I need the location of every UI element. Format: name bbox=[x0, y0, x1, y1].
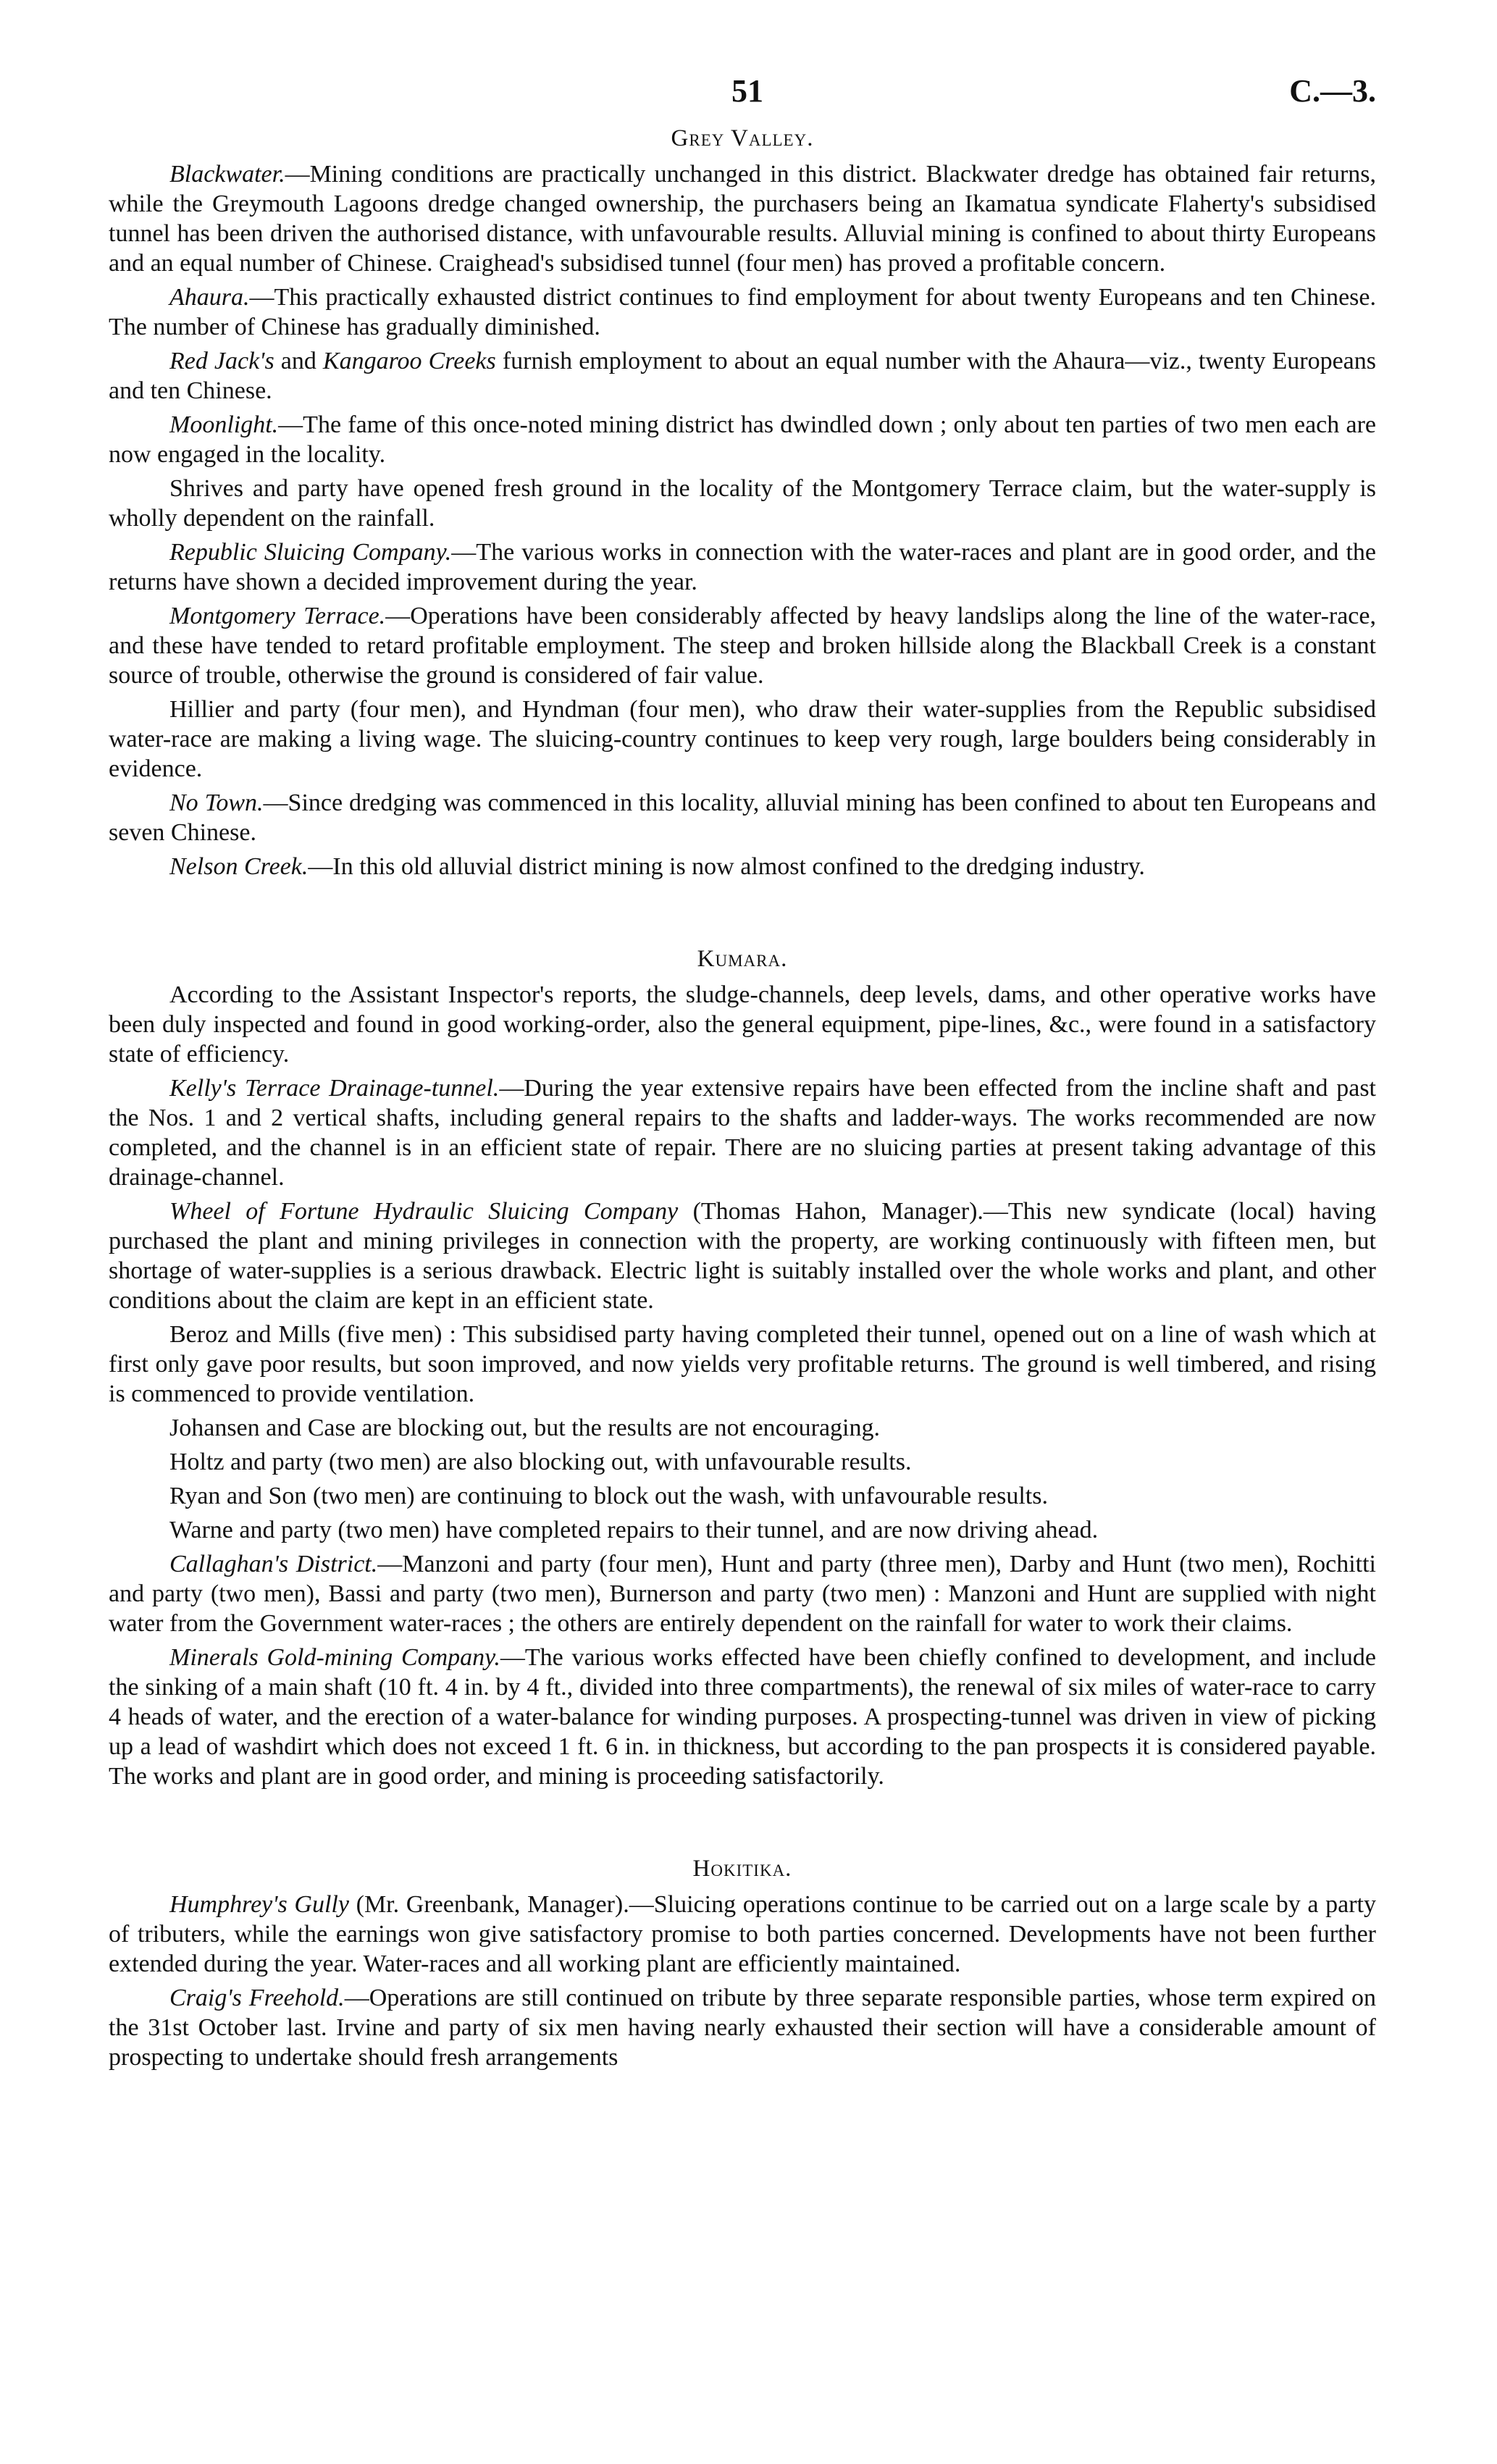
paragraph bbox=[109, 601, 1376, 690]
paragraph bbox=[109, 980, 1376, 1069]
paragraph-text: Hillier and party (four men), and Hyndman (four men), who draw their water-supplies from the Republic subsidised water-race are making a living wage. The sluicing-country continues to keep very rough, large boulders being considerably in evidence. bbox=[109, 696, 1376, 782]
paragraph bbox=[109, 1643, 1376, 1791]
page-header bbox=[109, 72, 1376, 123]
paragraph bbox=[109, 1515, 1376, 1545]
paragraph-title: Red Jack's bbox=[169, 348, 274, 374]
paragraph-title: Republic Sluicing Company. bbox=[169, 539, 452, 566]
paragraph-text: Johansen and Case are blocking out, but the results are not encouraging. bbox=[169, 1415, 881, 1441]
paragraph bbox=[109, 1447, 1376, 1477]
paragraph-title: Moonlight. bbox=[169, 411, 279, 438]
paragraph bbox=[109, 159, 1376, 278]
paragraph-text: Ryan and Son (two men) are continuing to block out the wash, with unfavourable results. bbox=[169, 1483, 1048, 1509]
paragraph-text: —The fame of this once-noted mining district has dwindled down ; only about ten parties of two men each are now engaged in the locality. bbox=[109, 411, 1376, 468]
paragraph-text: (Thomas Hahon, Manager).—This new syndicate (local) having purchased the plant and mining privileges in connection with the property, are working continuously with fifteen men, but shortage of water-supplies is a serious drawback. Electric light is suitably installed over the whole works and plant, and other conditions about the claim are kept in an efficient state. bbox=[109, 1198, 1376, 1314]
paragraph bbox=[109, 1983, 1376, 2072]
document-body bbox=[109, 123, 1376, 2072]
paragraph bbox=[109, 1073, 1376, 1192]
section bbox=[109, 123, 1376, 881]
paragraph-title: Minerals Gold-mining Company. bbox=[169, 1644, 500, 1671]
paragraph-text: —Operations have been considerably affected by heavy landslips along the line of the water-race, and these have tended to retard profitable employment. The steep and broken hillside along the Blackball Creek is a constant source of trouble, otherwise the ground is considered of fair value. bbox=[109, 603, 1376, 689]
paragraph bbox=[109, 1890, 1376, 1979]
paragraph-title: Wheel of Fortune Hydraulic Sluicing Company bbox=[169, 1198, 679, 1225]
paragraph-title: Callaghan's District. bbox=[169, 1551, 378, 1577]
paragraph-text: —Manzoni and party (four men), Hunt and party (three men), Darby and Hunt (two men), Rochitti and party (two men), Bassi and party (two men), Burnerson and party (two men) : Manzoni and Hunt are supplied with night water from the Government water-races ; the others are entirely dependent on the rainfall for water to work their claims. bbox=[109, 1551, 1376, 1637]
paragraph-text: Shrives and party have opened fresh ground in the locality of the Montgomery Terrace claim, but the water-supply is wholly dependent on the rainfall. bbox=[109, 475, 1376, 532]
document-reference: C.—3. bbox=[1289, 73, 1376, 109]
paragraph-text: —Mining conditions are practically unchanged in this district. Blackwater dredge has obtained fair returns, while the Greymouth Lagoons dredge changed ownership, the purchasers being an Ikamatua syndicate Flaherty's subsidised tunnel has been driven the authorised distance, with unfavourable results. Alluvial mining is confined to about thirty Europeans and an equal number of Chinese. Craighead's subsidised tunnel (four men) has proved a profitable concern. bbox=[109, 161, 1376, 277]
paragraph-text: Warne and party (two men) have completed repairs to their tunnel, and are now driving ahead. bbox=[169, 1517, 1099, 1543]
page bbox=[109, 72, 1376, 2134]
paragraph bbox=[109, 1320, 1376, 1409]
section bbox=[109, 944, 1376, 1791]
paragraph-title: Craig's Freehold. bbox=[169, 1985, 345, 2011]
paragraph-text: —The various works effected have been chiefly confined to development, and include the sinking of a main shaft (10 ft. 4 in. by 4 ft., divided into three compartments), the renewal of six miles of water-race to carry 4 heads of water, and the erection of a water-balance for winding purposes. A prospecting-tunnel was driven in view of picking up a lead of washdirt which does not exceed 1 ft. 6 in. in thickness, but according to the pan prospects it is considered payable. The works and plant are in good order, and mining is proceeding satisfactorily. bbox=[109, 1644, 1376, 1790]
paragraph bbox=[109, 788, 1376, 847]
paragraph-text: Beroz and Mills (five men) : This subsidised party having completed their tunnel, opened out on a line of wash which at first only gave poor results, but soon improved, and now yields very profitable returns. The ground is well timbered, and rising is commenced to provide ventilation. bbox=[109, 1321, 1376, 1407]
page-number: 51 bbox=[731, 73, 763, 109]
paragraph bbox=[109, 852, 1376, 881]
paragraph bbox=[109, 282, 1376, 342]
paragraph bbox=[109, 1197, 1376, 1315]
paragraph bbox=[109, 410, 1376, 469]
paragraph-title: Blackwater. bbox=[169, 161, 285, 188]
section bbox=[109, 1853, 1376, 2072]
paragraph-text: —The various works in connection with the water-races and plant are in good order, and the returns have shown a decided improvement during the year. bbox=[109, 539, 1376, 595]
paragraph-title: Humphrey's Gully bbox=[169, 1891, 349, 1918]
section-heading: Kumara. bbox=[697, 946, 788, 972]
paragraph-title: Kangaroo Creeks bbox=[322, 348, 496, 374]
paragraph-title: Montgomery Terrace. bbox=[169, 603, 386, 629]
paragraph bbox=[109, 695, 1376, 784]
paragraph bbox=[109, 346, 1376, 406]
paragraph-title: No Town. bbox=[169, 789, 264, 816]
paragraph bbox=[109, 537, 1376, 597]
paragraph-title: Ahaura. bbox=[169, 284, 250, 311]
paragraph-text: According to the Assistant Inspector's reports, the sludge-channels, deep levels, dams, and other operative works have been duly inspected and found in good working-order, also the general equipment, pipe-lines, &c., were found in a satisfactory state of efficiency. bbox=[109, 981, 1376, 1068]
paragraph bbox=[109, 474, 1376, 533]
paragraph bbox=[109, 1549, 1376, 1638]
paragraph-text: (Mr. Greenbank, Manager).—Sluicing operations continue to be carried out on a large scale by a party of tributers, while the earnings won give satisfactory promise to both parties concerned. Developments have not been further extended during the year. Water-races and all working plant are efficiently maintained. bbox=[109, 1891, 1376, 1977]
paragraph-text: —This practically exhausted district continues to find employment for about twenty Europeans and ten Chinese. The number of Chinese has gradually diminished. bbox=[109, 284, 1376, 340]
paragraph bbox=[109, 1413, 1376, 1443]
paragraph-text: —Operations are still continued on tribute by three separate responsible parties, whose term expired on the 31st October last. Irvine and party of six men having nearly exhausted their section will have a considerable amount of prospecting to undertake should fresh arrangements bbox=[109, 1985, 1376, 2071]
section-heading: Hokitika. bbox=[692, 1856, 792, 1882]
paragraph-title: Nelson Creek. bbox=[169, 853, 309, 880]
paragraph bbox=[109, 1481, 1376, 1511]
paragraph-text: and bbox=[274, 348, 323, 374]
section-heading: Grey Valley. bbox=[671, 125, 814, 151]
paragraph-text: —Since dredging was commenced in this locality, alluvial mining has been confined to about ten Europeans and seven Chinese. bbox=[109, 789, 1376, 846]
paragraph-title: Kelly's Terrace Drainage-tunnel. bbox=[169, 1075, 500, 1102]
paragraph-text: furnish employment to about an equal number with the Ahaura—viz., twenty Europeans and ten Chinese. bbox=[109, 348, 1377, 404]
paragraph-text: —In this old alluvial district mining is now almost confined to the dredging industry. bbox=[308, 853, 1145, 880]
paragraph-text: Holtz and party (two men) are also blocking out, with unfavourable results. bbox=[169, 1449, 912, 1475]
paragraph-text: —During the year extensive repairs have been effected from the incline shaft and past the Nos. 1 and 2 vertical shafts, including general repairs to the shafts and ladder-ways. The works recommended are now completed, and the channel is in an efficient state of repair. There are no sluicing parties at present taking advantage of this drainage-channel. bbox=[109, 1075, 1376, 1191]
